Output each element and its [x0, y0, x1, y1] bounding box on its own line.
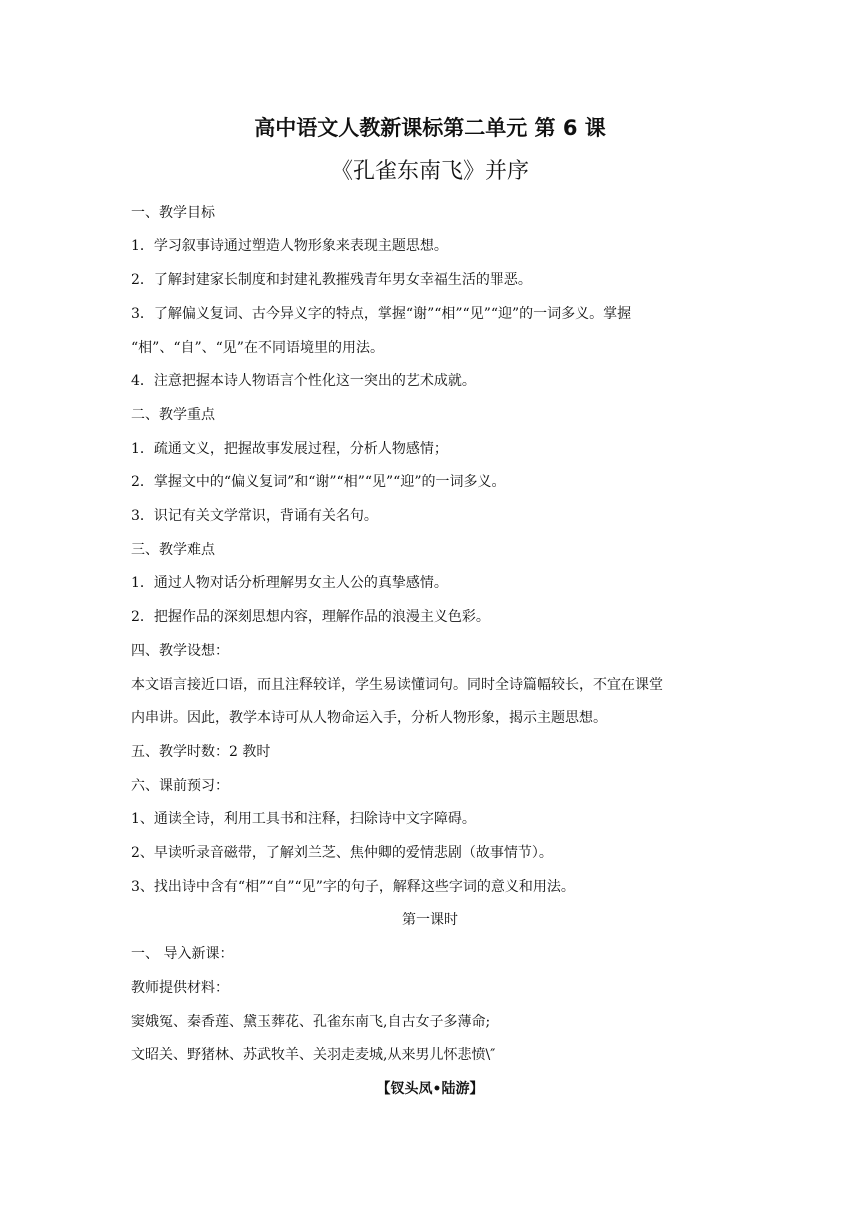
document-subtitle: 《孔雀东南飞》并序	[330, 159, 529, 184]
section-heading-difficulties: 三、教学难点	[131, 542, 215, 558]
lesson-period-heading: 第一课时	[402, 912, 458, 928]
difficulty-item-1: 1．通过人物对话分析理解男女主人公的真挚感情。	[131, 575, 448, 591]
introduction-heading: 一、 导入新课：	[131, 946, 234, 962]
design-paragraph-line-2: 内串讲。因此，教学本诗可从人物命运入手，分析人物形象，揭示主题思想。	[131, 710, 607, 726]
material-line-1: 窦娥冤、秦香莲、黛玉葬花、孔雀东南飞,自古女子多薄命;	[131, 1014, 491, 1030]
section-heading-hours: 五、教学时数：2 教时	[131, 744, 271, 760]
poem-title-caption: 【钗头凤•陆游】	[376, 1081, 484, 1097]
section-heading-preview: 六、课前预习：	[131, 778, 229, 794]
key-point-item-1: 1．疏通文义，把握故事发展过程，分析人物感情；	[131, 441, 448, 457]
key-point-item-2: 2．掌握文中的“偏义复词”和“谢”“相”“见”“迎”的一词多义。	[131, 474, 506, 490]
document-title: 高中语文人教新课标第二单元 第 6 课	[254, 116, 606, 140]
section-heading-design: 四、教学设想：	[131, 643, 229, 659]
objective-item-3: 3．了解偏义复词、古今异义字的特点，掌握“谢”“相”“见”“迎”的一词多义。掌握	[131, 306, 632, 322]
section-heading-objectives: 一、教学目标	[131, 205, 215, 221]
preview-item-3: 3、找出诗中含有“相”“自”“见”字的句子，解释这些字词的意义和用法。	[131, 879, 575, 895]
difficulty-item-2: 2．把握作品的深刻思想内容，理解作品的浪漫主义色彩。	[131, 609, 490, 625]
objective-item-4: 4．注意把握本诗人物语言个性化这一突出的艺术成就。	[131, 373, 476, 389]
section-heading-key-points: 二、教学重点	[131, 407, 215, 423]
preview-item-2: 2、早读听录音磁带，了解刘兰芝、焦仲卿的爱情悲剧（故事情节）。	[131, 845, 553, 861]
design-paragraph-line-1: 本文语言接近口语，而且注释较详，学生易读懂词句。同时全诗篇幅较长，不宜在课堂	[131, 677, 663, 693]
objective-item-1: 1．学习叙事诗通过塑造人物形象来表现主题思想。	[131, 238, 448, 254]
teacher-material-label: 教师提供材料：	[131, 980, 229, 996]
objective-item-2: 2．了解封建家长制度和封建礼教摧残青年男女幸福生活的罪恶。	[131, 272, 532, 288]
preview-item-1: 1、通读全诗，利用工具书和注释，扫除诗中文字障碍。	[131, 811, 476, 827]
key-point-item-3: 3．识记有关文学常识，背诵有关名句。	[131, 508, 378, 524]
material-line-2: 文昭关、野猪林、苏武牧羊、关羽走麦城,从来男儿怀悲愤\″	[131, 1047, 496, 1063]
objective-item-3-continued: “相”、“自”、“见”在不同语境里的用法。	[131, 340, 384, 356]
